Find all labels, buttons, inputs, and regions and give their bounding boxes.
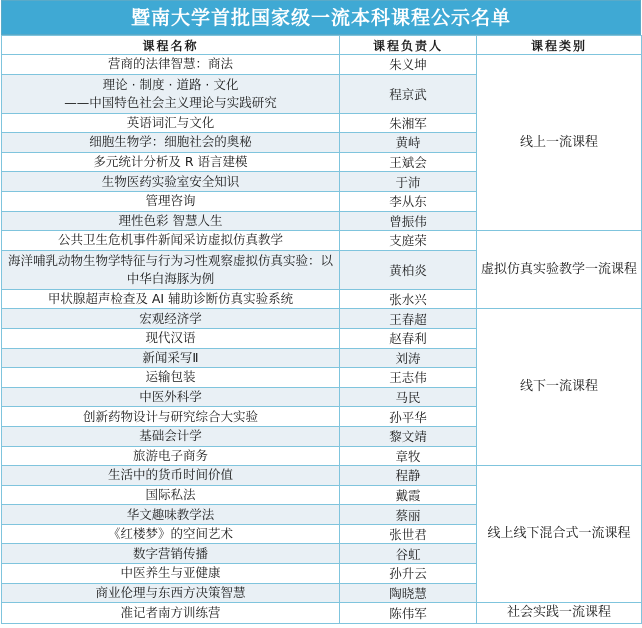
course-name-cell: 理论 · 制度 · 道路 · 文化 ——中国特色社会主义理论与实践研究 <box>2 74 340 113</box>
course-category-cell: 线下一流课程 <box>477 309 642 466</box>
course-list-document <box>1 0 641 624</box>
table-body <box>2 55 642 624</box>
course-name-cell: 宏观经济学 <box>2 309 340 329</box>
course-leader-cell: 朱湘军 <box>340 113 477 133</box>
course-name-cell: 商业伦理与东西方决策智慧 <box>2 583 340 603</box>
course-name-cell: 华文趣味教学法 <box>2 505 340 525</box>
course-leader-cell: 张水兴 <box>340 289 477 309</box>
course-name-cell: 生活中的货币时间价值 <box>2 466 340 486</box>
course-leader-cell: 孙升云 <box>340 564 477 584</box>
course-leader-cell: 朱义坤 <box>340 55 477 75</box>
table-row <box>2 231 642 251</box>
course-category-cell: 线上一流课程 <box>477 55 642 231</box>
course-leader-cell: 蔡丽 <box>340 505 477 525</box>
course-name-cell: 管理咨询 <box>2 191 340 211</box>
course-name-cell: 海洋哺乳动物生物学特征与行为习性观察虚拟仿真实验：以中华白海豚为例 <box>2 250 340 289</box>
course-category-cell: 虚拟仿真实验教学一流课程 <box>477 231 642 309</box>
course-name-cell: 《红楼梦》的空间艺术 <box>2 524 340 544</box>
course-name-cell: 中医外科学 <box>2 387 340 407</box>
header-course-category: 课程类别 <box>477 36 642 55</box>
page-title: 暨南大学首批国家级一流本科课程公示名单 <box>1 0 641 35</box>
course-name-cell: 营商的法律智慧：商法 <box>2 55 340 75</box>
table-header-row <box>2 36 642 55</box>
course-leader-cell: 王斌会 <box>340 152 477 172</box>
course-name-cell: 旅游电子商务 <box>2 446 340 466</box>
course-name-cell: 国际私法 <box>2 485 340 505</box>
course-leader-cell: 马民 <box>340 387 477 407</box>
table-row <box>2 466 642 486</box>
course-leader-cell: 王春超 <box>340 309 477 329</box>
course-name-cell: 数字营销传播 <box>2 544 340 564</box>
header-course-name: 课程名称 <box>2 36 340 55</box>
course-leader-cell: 戴霞 <box>340 485 477 505</box>
course-name-cell: 公共卫生危机事件新闻采访虚拟仿真教学 <box>2 231 340 251</box>
course-name-cell: 中医养生与亚健康 <box>2 564 340 584</box>
header-course-leader: 课程负责人 <box>340 36 477 55</box>
course-leader-cell: 于沛 <box>340 172 477 192</box>
course-table <box>1 35 642 624</box>
course-name-cell: 英语词汇与文化 <box>2 113 340 133</box>
course-name-cell: 准记者南方训练营 <box>2 603 340 624</box>
table-row <box>2 55 642 75</box>
course-leader-cell: 支庭荣 <box>340 231 477 251</box>
course-name-cell: 甲状腺超声检查及 AI 辅助诊断仿真实验系统 <box>2 289 340 309</box>
table-row <box>2 309 642 329</box>
course-leader-cell: 黄柏炎 <box>340 250 477 289</box>
course-name-cell: 基础会计学 <box>2 426 340 446</box>
course-leader-cell: 程京武 <box>340 74 477 113</box>
course-name-cell: 理性色彩 智慧人生 <box>2 211 340 231</box>
course-name-cell: 现代汉语 <box>2 328 340 348</box>
course-leader-cell: 陶晓慧 <box>340 583 477 603</box>
course-name-cell: 生物医药实验室安全知识 <box>2 172 340 192</box>
course-leader-cell: 孙平华 <box>340 407 477 427</box>
course-name-cell: 运输包装 <box>2 368 340 388</box>
course-leader-cell: 张世君 <box>340 524 477 544</box>
course-name-cell: 创新药物设计与研究综合大实验 <box>2 407 340 427</box>
course-name-cell: 细胞生物学：细胞社会的奥秘 <box>2 133 340 153</box>
course-leader-cell: 黎文靖 <box>340 426 477 446</box>
course-leader-cell: 陈伟军 <box>340 603 477 624</box>
course-leader-cell: 曾振伟 <box>340 211 477 231</box>
course-leader-cell: 黄峙 <box>340 133 477 153</box>
course-leader-cell: 谷虹 <box>340 544 477 564</box>
course-leader-cell: 李从东 <box>340 191 477 211</box>
course-name-cell: 多元统计分析及 R 语言建模 <box>2 152 340 172</box>
course-name-cell: 新闻采写Ⅱ <box>2 348 340 368</box>
course-leader-cell: 刘涛 <box>340 348 477 368</box>
course-leader-cell: 章牧 <box>340 446 477 466</box>
course-leader-cell: 程静 <box>340 466 477 486</box>
course-category-cell: 社会实践一流课程 <box>477 603 642 624</box>
course-category-cell: 线上线下混合式一流课程 <box>477 466 642 603</box>
table-row <box>2 603 642 624</box>
course-leader-cell: 王志伟 <box>340 368 477 388</box>
course-leader-cell: 赵春利 <box>340 328 477 348</box>
